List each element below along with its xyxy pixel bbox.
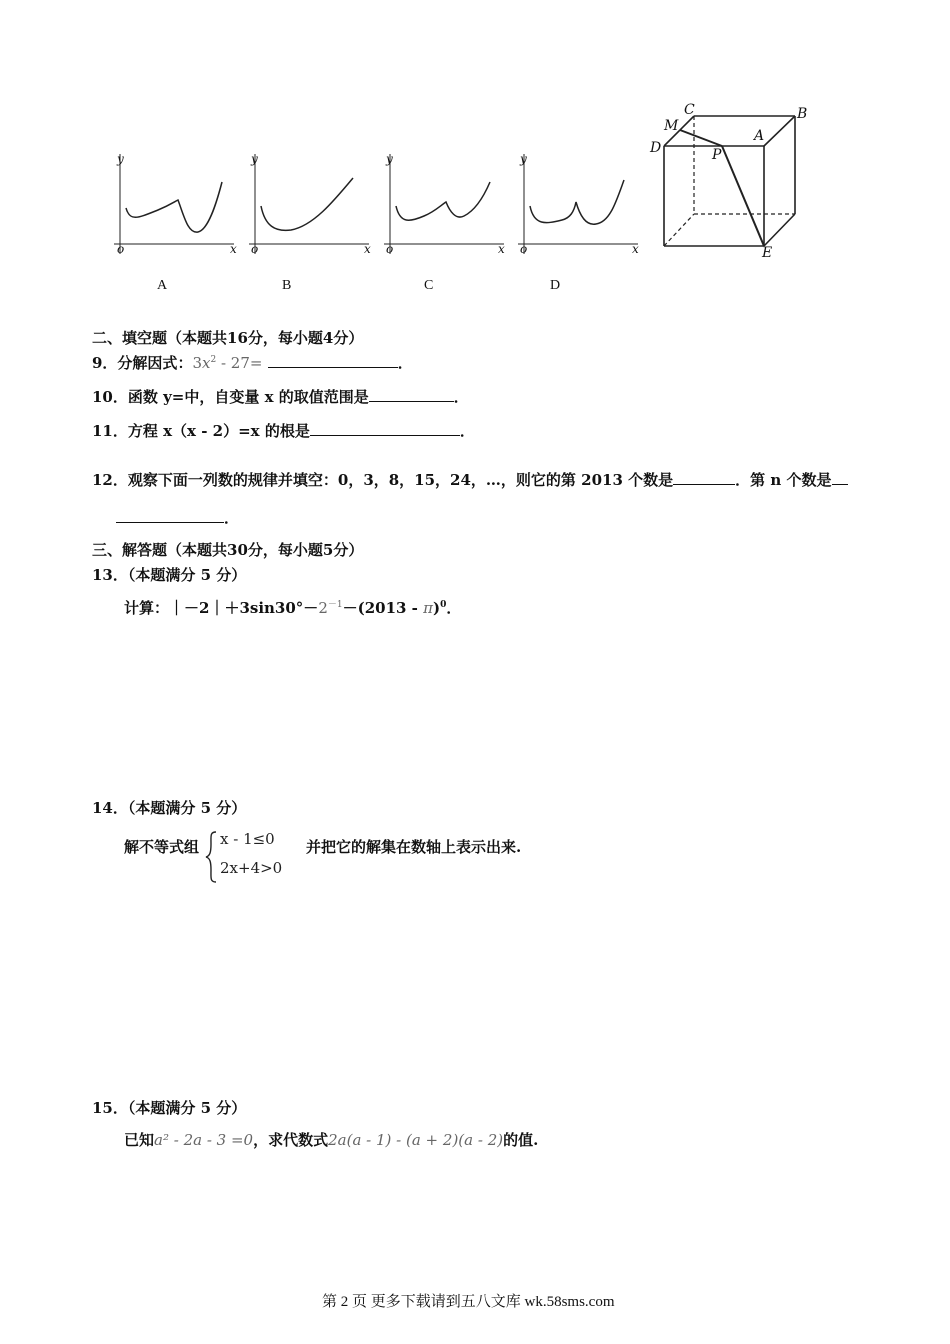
cube-label-e: E [762,245,773,261]
cube-label-c: C [684,102,695,118]
q14-line-1: x - 1≤0 [220,830,275,848]
graph-a-o-label: o [117,242,125,256]
graph-c [378,150,506,260]
q10-text: 10．函数 y=中，自变量 x 的取值范围是 [92,388,369,406]
q14-brace [204,830,218,884]
graph-d-y-label: y [520,152,527,166]
graph-a-x-label: x [230,242,237,256]
q12-answer-blank-1[interactable] [673,470,735,485]
q9-suffix: ． [397,354,413,372]
page-footer: 第 2 页 更多下载请到五八文库 wk.58sms.com [322,1294,615,1310]
q9-expr-var: x [202,354,211,372]
graph-d-x-label: x [632,242,639,256]
q13-part-4-exp: 0 [440,600,447,610]
graph-a-y-label: y [117,152,124,166]
q9-prefix: 9．分解因式： [92,354,193,372]
q9-answer-blank[interactable] [268,353,398,368]
q15-suffix: 的值. [503,1131,539,1149]
q12-text: 12．观察下面一列数的规律并填空：0，3，8，15，24，…，则它的第 2013 个数是 [92,471,674,489]
q13-pi: π [423,599,433,617]
q15-expression: 2a(a - 1) - (a + 2)(a - 2) [328,1131,504,1149]
section-3-heading: 三、解答题（本题共30分，每小题5分） [92,541,364,559]
q15-head: 15．（本题满分 5 分） [92,1099,247,1117]
q12-answer-blank-2b[interactable] [116,508,224,523]
q9-expr-rest: - 27= [216,354,263,372]
graph-c-x-label: x [498,242,505,256]
question-12-line-2 [116,507,239,528]
q13-part-2: 2 [318,599,328,617]
option-b-label: B [282,278,292,293]
q12-answer-blank-2a[interactable] [832,470,848,485]
cube-label-a: A [754,128,765,144]
option-d-label: D [550,278,561,293]
q15-mid: ，求代数式 [253,1131,329,1149]
q9-expr-exp: 2 [210,355,217,365]
q15-prefix: 已知 [124,1131,155,1149]
q13-head: 13．（本题满分 5 分） [92,566,247,584]
q10-answer-blank[interactable] [369,387,454,402]
q9-expr-coef: 3 [192,354,202,372]
q14-line-2: 2x+4>0 [220,859,283,877]
q15-condition: a² - 2a - 3 =0 [154,1131,254,1149]
q13-part-1: 计算：｜－2｜＋3sin30°－ [124,599,319,617]
graph-d-o-label: o [520,242,528,256]
cube-label-m: M [664,118,679,134]
graph-d [512,150,640,260]
q13-body [124,597,461,618]
question-12 [92,469,848,490]
q11-suffix: ． [459,422,475,440]
cube-label-b: B [797,106,808,122]
q14-prefix: 解不等式组 [124,838,200,856]
q14-head: 14．（本题满分 5 分） [92,799,247,817]
graph-b-y-label: y [251,152,258,166]
q13-part-5: ． [446,599,462,617]
graph-b-x-label: x [364,242,371,256]
option-a-label: A [157,278,168,293]
q14-suffix: 并把它的解集在数轴上表示出来. [306,838,522,856]
q10-suffix: ． [453,388,469,406]
q11-text: 11．方程 x（x - 2）=x 的根是 [92,422,310,440]
q12-suffix: ． [224,509,240,527]
q13-part-2-exp: －1 [327,600,343,610]
section-2-heading: 二、填空题（本题共16分，每小题4分） [92,329,364,347]
graph-b [243,150,371,260]
q15-body [124,1129,538,1150]
q11-answer-blank[interactable] [310,421,460,436]
cube-label-p: P [712,147,722,163]
option-c-label: C [424,278,434,293]
graph-b-o-label: o [251,242,259,256]
question-11 [92,420,475,441]
q12-mid: ．第 n 个数是 [735,471,832,489]
question-9 [92,352,413,373]
graph-a [108,150,236,260]
graph-c-y-label: y [386,152,393,166]
cube-label-d: D [650,140,662,156]
q13-part-4: ) [432,599,441,617]
q13-part-3: －(2013 - [342,599,424,617]
question-10 [92,386,469,407]
graph-c-o-label: o [386,242,394,256]
